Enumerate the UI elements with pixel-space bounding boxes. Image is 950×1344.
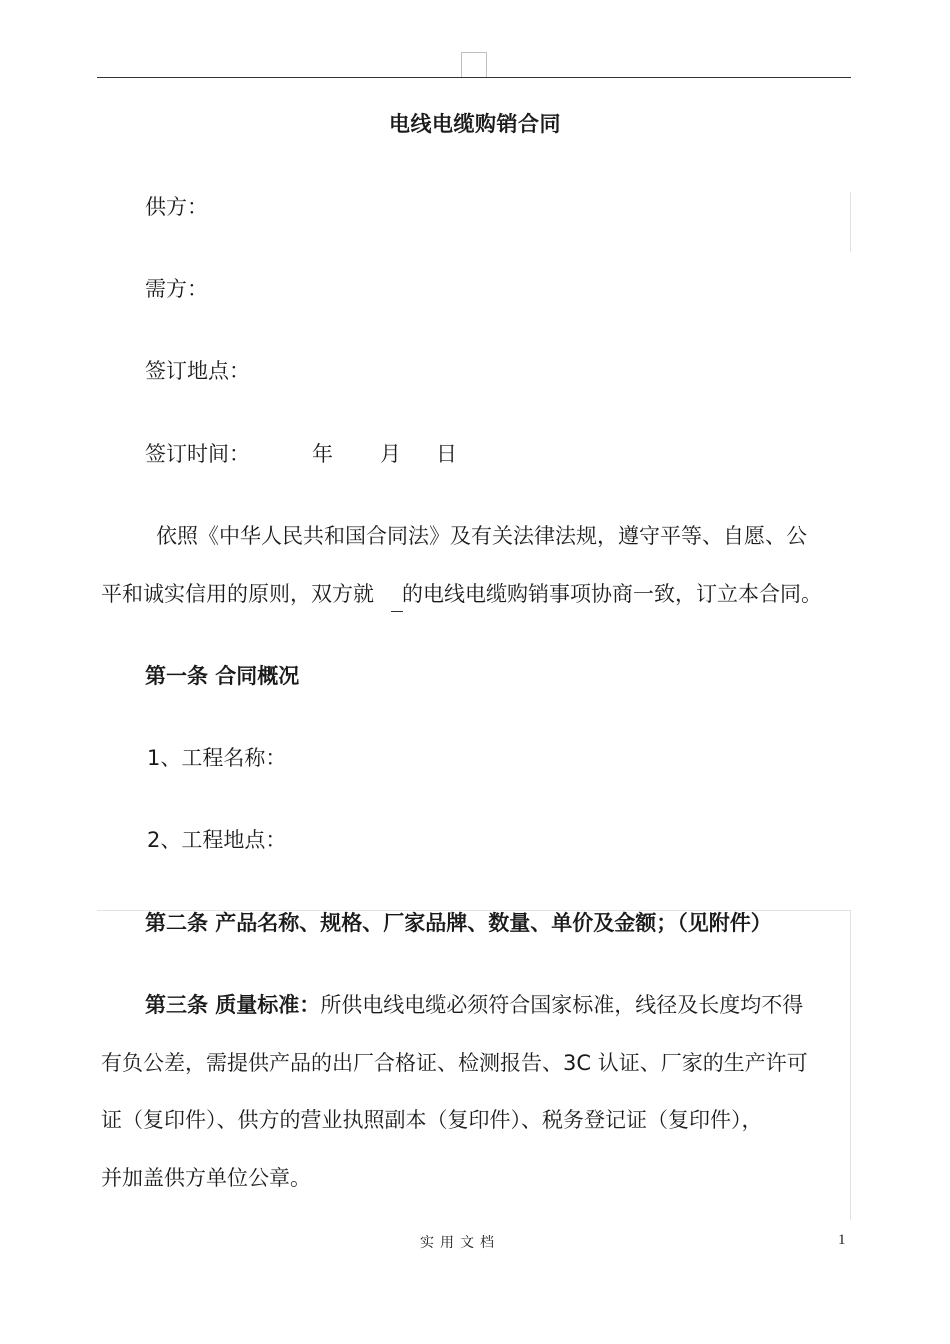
header-rule: [97, 77, 851, 78]
article-3-line-2: 有负公差，需提供产品的出厂合格证、检测报告、3C 认证、厂家的生产许可: [101, 1051, 808, 1075]
article-3-line-4: 并加盖供方单位公章。: [101, 1166, 311, 1190]
article-1-item-2: 2、工程地点：: [147, 828, 287, 852]
article-3-heading: 第三条 质量标准：: [145, 993, 321, 1017]
date-year: 年: [312, 442, 333, 466]
intro-line-1: 依照《中华人民共和国合同法》及有关法律法规，遵守平等、自愿、公: [156, 524, 807, 548]
article-3-text-1: 所供电线电缆必须符合国家标准，线径及长度均不得: [320, 993, 804, 1017]
sign-place-label: 签订地点：: [145, 359, 250, 383]
date-day: 日: [436, 442, 457, 466]
buyer-label: 需方：: [145, 277, 208, 301]
header-box: [461, 52, 487, 77]
document-title: 电线电缆购销合同: [389, 112, 561, 136]
page-number: 1: [838, 1232, 846, 1248]
blank-underline: [391, 611, 403, 612]
intro-line-2a: 平和诚实信用的原则，双方就: [101, 582, 374, 606]
article-3-line-1: [145, 990, 803, 1020]
sign-time-label: 签订时间：: [145, 442, 250, 466]
article-3-line-3: 证（复印件）、供方的营业执照副本（复印件）、税务登记证（复印件），: [101, 1108, 763, 1132]
margin-guide: [850, 192, 851, 252]
article-1-heading: 第一条 合同概况: [145, 664, 300, 688]
supplier-label: 供方：: [145, 195, 208, 219]
date-month: 月: [380, 442, 401, 466]
footer-label: 实用文档: [420, 1235, 500, 1251]
intro-line-2b: 的电线电缆购销事项协商一致，订立本合同。: [402, 582, 822, 606]
article-1-item-1: 1、工程名称：: [147, 746, 287, 770]
article-2-heading: 第二条 产品名称、规格、厂家品牌、数量、单价及金额；（见附件）: [145, 911, 772, 935]
margin-guide: [850, 910, 851, 1220]
